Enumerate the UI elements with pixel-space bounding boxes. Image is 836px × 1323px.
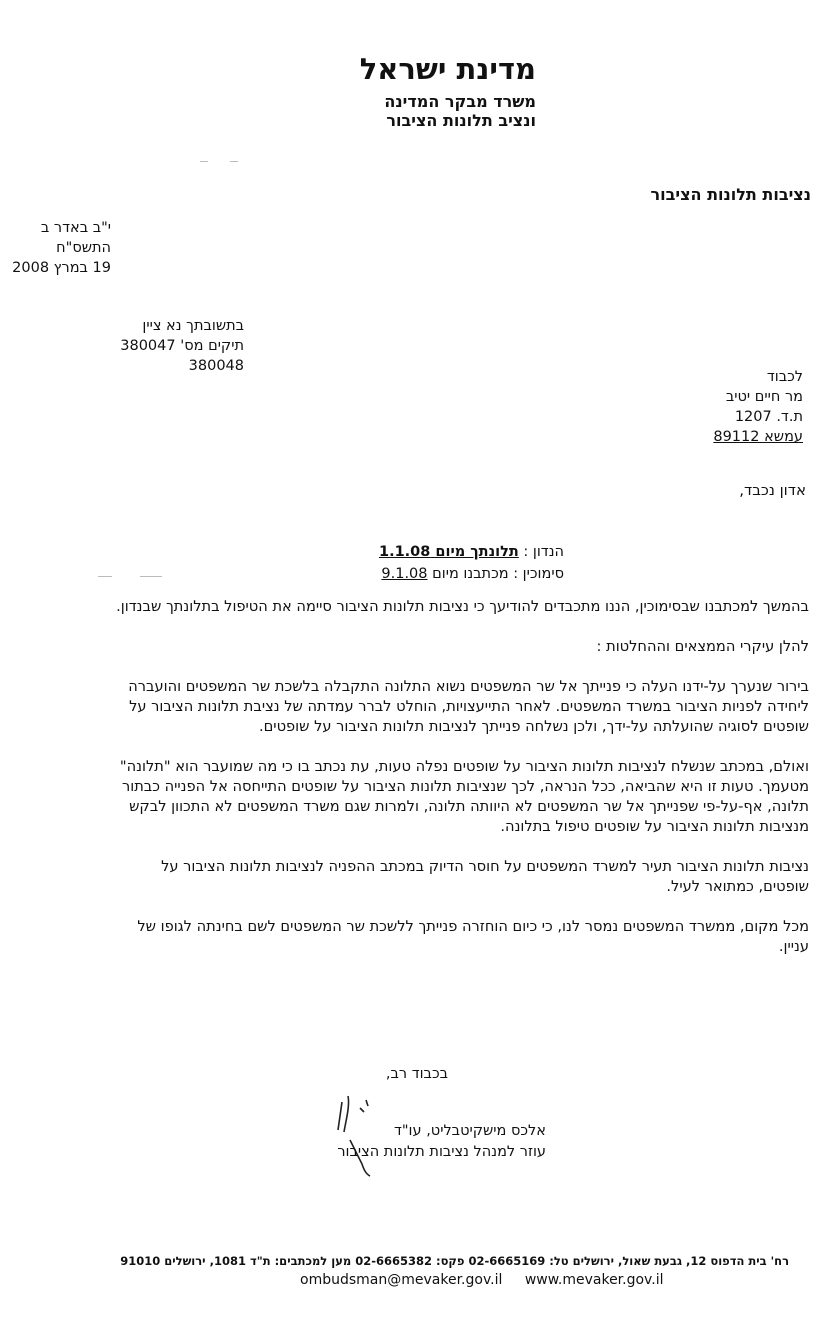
subject-line — [379, 541, 564, 563]
footer-email: ombudsman@mevaker.gov.il — [300, 1272, 503, 1288]
subject-label: הנדון : — [523, 544, 564, 560]
gregorian-date: 19 במרץ 2008 — [12, 260, 111, 276]
reference-files: תיקים מס' 380047 — [120, 338, 244, 354]
subject-value: תלונתך מיום 1.1.08 — [378, 544, 519, 560]
body-paragraph: נציבות תלונות הציבור תעיר למשרד המשפטים על חוסר הדיוק במכתב ההפניה לנציבות תלונות הציבור על שופטים, כמתואר לעיל. — [161, 858, 809, 895]
greeting: אדון נכבד, — [739, 481, 806, 499]
recipient-pobox: ת.ד. 1207 — [734, 409, 803, 425]
reference-label: בתשובתך נא ציין — [142, 318, 244, 334]
letterhead-title: מדינת ישראל — [359, 52, 536, 86]
body-paragraph: להלן עיקרי הממצאים וההחלטות : — [596, 638, 809, 655]
signer-block — [337, 1121, 546, 1163]
recipient-city: עמשא 89112 — [713, 429, 803, 445]
body-paragraph: בירור שנערך על-ידנו העלה כי פנייתך אל שר המשפטים נשוא התלונה התקבלה בלשכת שר המשפטים והועברה ליחידה לפניות הציבור במשרד המשפטים. לאחר התייעצויות, הוחלט לברר עמדתה של נציבת תלונות הציבור על שופטים לסוגיה שהועלתה על-ידך, ולכן נשלחה פנייתך לנציבות תלונות הציבור על שופטים. — [128, 678, 809, 735]
reference-file-2: 380048 — [188, 358, 244, 374]
scan-mark — [230, 161, 238, 162]
closing: בכבוד רב, — [385, 1066, 448, 1082]
footer-contacts — [300, 1272, 681, 1288]
recipient-address — [713, 367, 803, 447]
letter-body — [109, 597, 809, 977]
letter-dates — [1, 218, 111, 278]
recipient-to: לכבוד — [766, 369, 803, 385]
hebrew-date: י"ב באדר ב התשס"ח — [40, 220, 111, 256]
reference-line — [379, 563, 564, 585]
reference-block — [104, 316, 244, 376]
letterhead-line-1: משרד מבקר המדינה — [384, 92, 536, 111]
scan-mark — [140, 576, 162, 577]
signer-name: אלכס מישקיטבליט, עו"ד — [393, 1123, 546, 1139]
body-paragraph: בהמשך למכתבנו שבסימוכין, הננו מתכבדים להודיעך כי נציבות תלונות הציבור סיימה את הטיפול בתלונתך שבנדון. — [116, 598, 809, 615]
letterhead-line-2: ונציב תלונות הציבור — [386, 111, 536, 130]
unit-name: נציבות תלונות הציבור — [650, 185, 811, 204]
signer-title: עוזר למנהל נציבות תלונות הציבור — [337, 1144, 546, 1160]
scan-mark — [200, 161, 208, 162]
subject-block — [379, 541, 564, 585]
reference-line-value: 9.1.08 — [381, 566, 428, 582]
body-paragraph: ואולם, במכתב שנשלח לנציבות תלונות הציבור על שופטים נפלה טעות, עת נכתב בו כי מה שמועבר הוא "תלונה" מטעמך. טעות זו היא שהביאה, ככל הנראה, לכך שנציבות תלונות הציבור על שופטים התייחסה אל הפנייה כבתור תלונה, אף-על-פי שפנייתך אל שר המשפטים לא היוותה תלונה, ולמרות שגם משרד המשפטים לא התכוון לבקש מנציבות תלונות הציבור על שופטים טיפול בתלונה. — [119, 758, 809, 835]
reference-line-label: סימוכין : מכתבנו מיום — [432, 566, 564, 582]
footer-website: www.mevaker.gov.il — [524, 1272, 664, 1288]
letterhead-subtitle — [384, 92, 536, 130]
scan-mark — [98, 576, 112, 577]
footer-address: רח' בית הדפוס 12, גבעת שאול, ירושלים טל: 02-6665169 פקס: 02-6665382 מען למכתבים: ת"ד 1081, ירושלים 91010 — [120, 1254, 789, 1268]
recipient-name: מר חיים יטיב — [725, 389, 803, 405]
body-paragraph: מכל מקום, ממשרד המשפטים נמסר לנו, כי כיום הוחזרה פנייתך ללשכת שר המשפטים לשם בחינתה לגופו של עניין. — [137, 918, 809, 955]
